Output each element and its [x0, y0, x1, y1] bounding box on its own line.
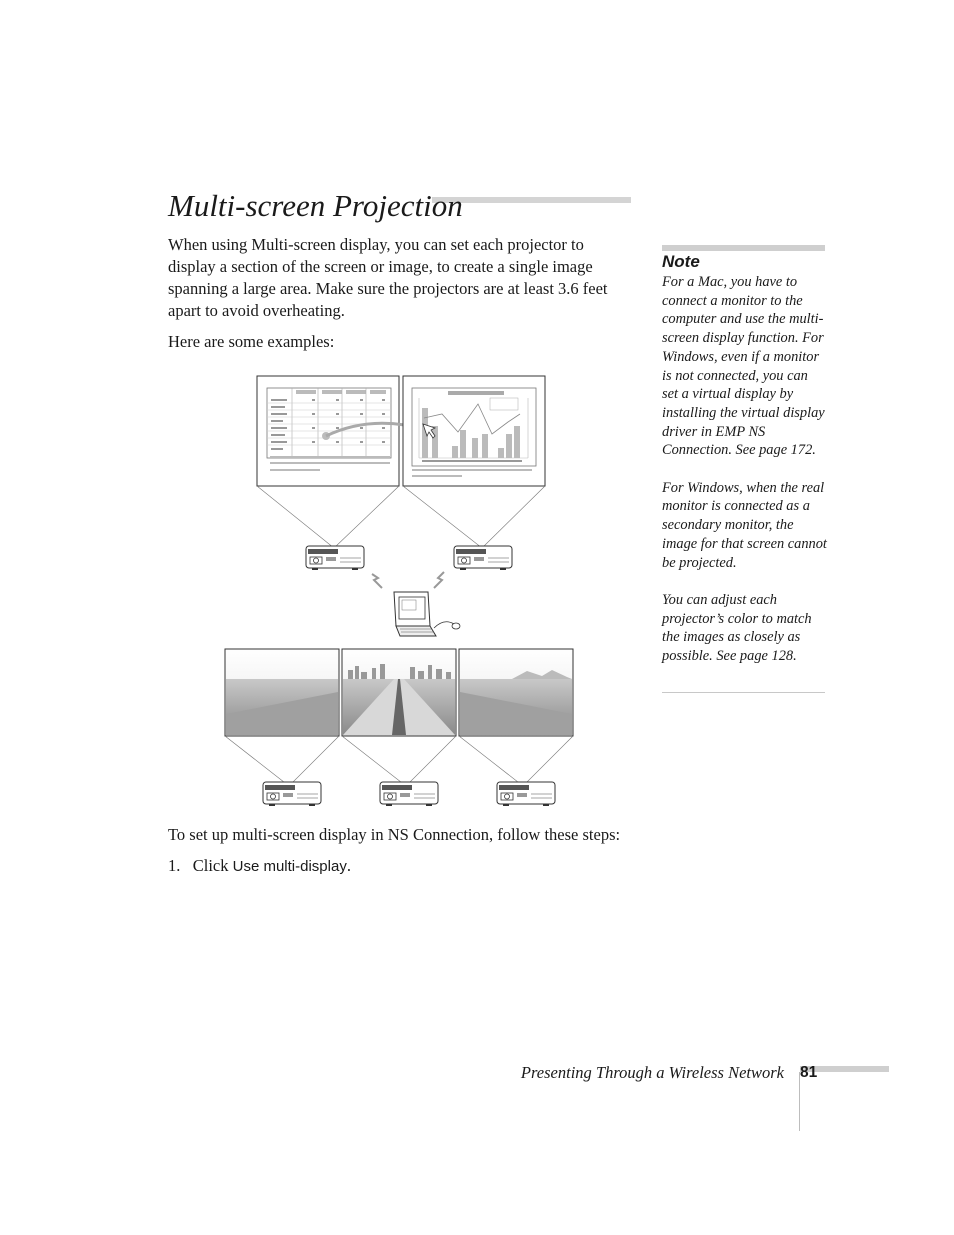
projector-top-left	[306, 546, 364, 570]
note-body	[662, 273, 827, 684]
laptop	[394, 592, 460, 636]
projector-bottom-right	[497, 782, 555, 806]
footer-vertical-rule	[799, 1072, 800, 1131]
note-paragraph: You can adjust each projector’s color to match the images as closely as possible. See page 128.	[662, 591, 812, 665]
step-prefix: Click	[192, 856, 229, 875]
note-paragraph: For Windows, when the real monitor is connected as a secondary monitor, the image for that screen cannot be projected.	[662, 479, 827, 571]
note-rule-bottom	[662, 692, 825, 693]
spreadsheet-screen	[257, 376, 427, 486]
note-heading: Note	[662, 252, 700, 271]
projector-bottom-left	[263, 782, 321, 806]
step-1	[168, 855, 351, 878]
note-paragraph: For a Mac, you have to connect a monitor to the computer and use the multi-screen display function. For Windows, even if a monitor is not connected, you can set a virtual display by installing the virtual display driver in EMP NS Connection. See page 172.	[662, 274, 825, 459]
intro-paragraph: When using Multi-screen display, you can set each projector to display a section of the screen or image, to create a single image spanning a large area. Make sure the projectors are at least 3.6 feet apart to avoid overheating.	[168, 235, 608, 320]
multi-screen-illustration	[222, 374, 578, 808]
projector-bottom-center	[380, 782, 438, 806]
step-command: Use multi-display	[232, 858, 347, 875]
step-number: 1.	[168, 856, 181, 875]
page-title: Multi-screen Projection	[168, 188, 463, 223]
projector-top-right	[454, 546, 512, 570]
footer-section-title: Presenting Through a Wireless Network	[520, 1063, 784, 1082]
page-number: 81	[800, 1064, 818, 1081]
steps-intro: To set up multi-screen display in NS Connection, follow these steps:	[168, 825, 621, 844]
chart-screen	[403, 376, 545, 486]
panorama-screens	[225, 649, 573, 736]
examples-intro: Here are some examples:	[168, 332, 335, 351]
step-suffix: .	[346, 856, 351, 875]
